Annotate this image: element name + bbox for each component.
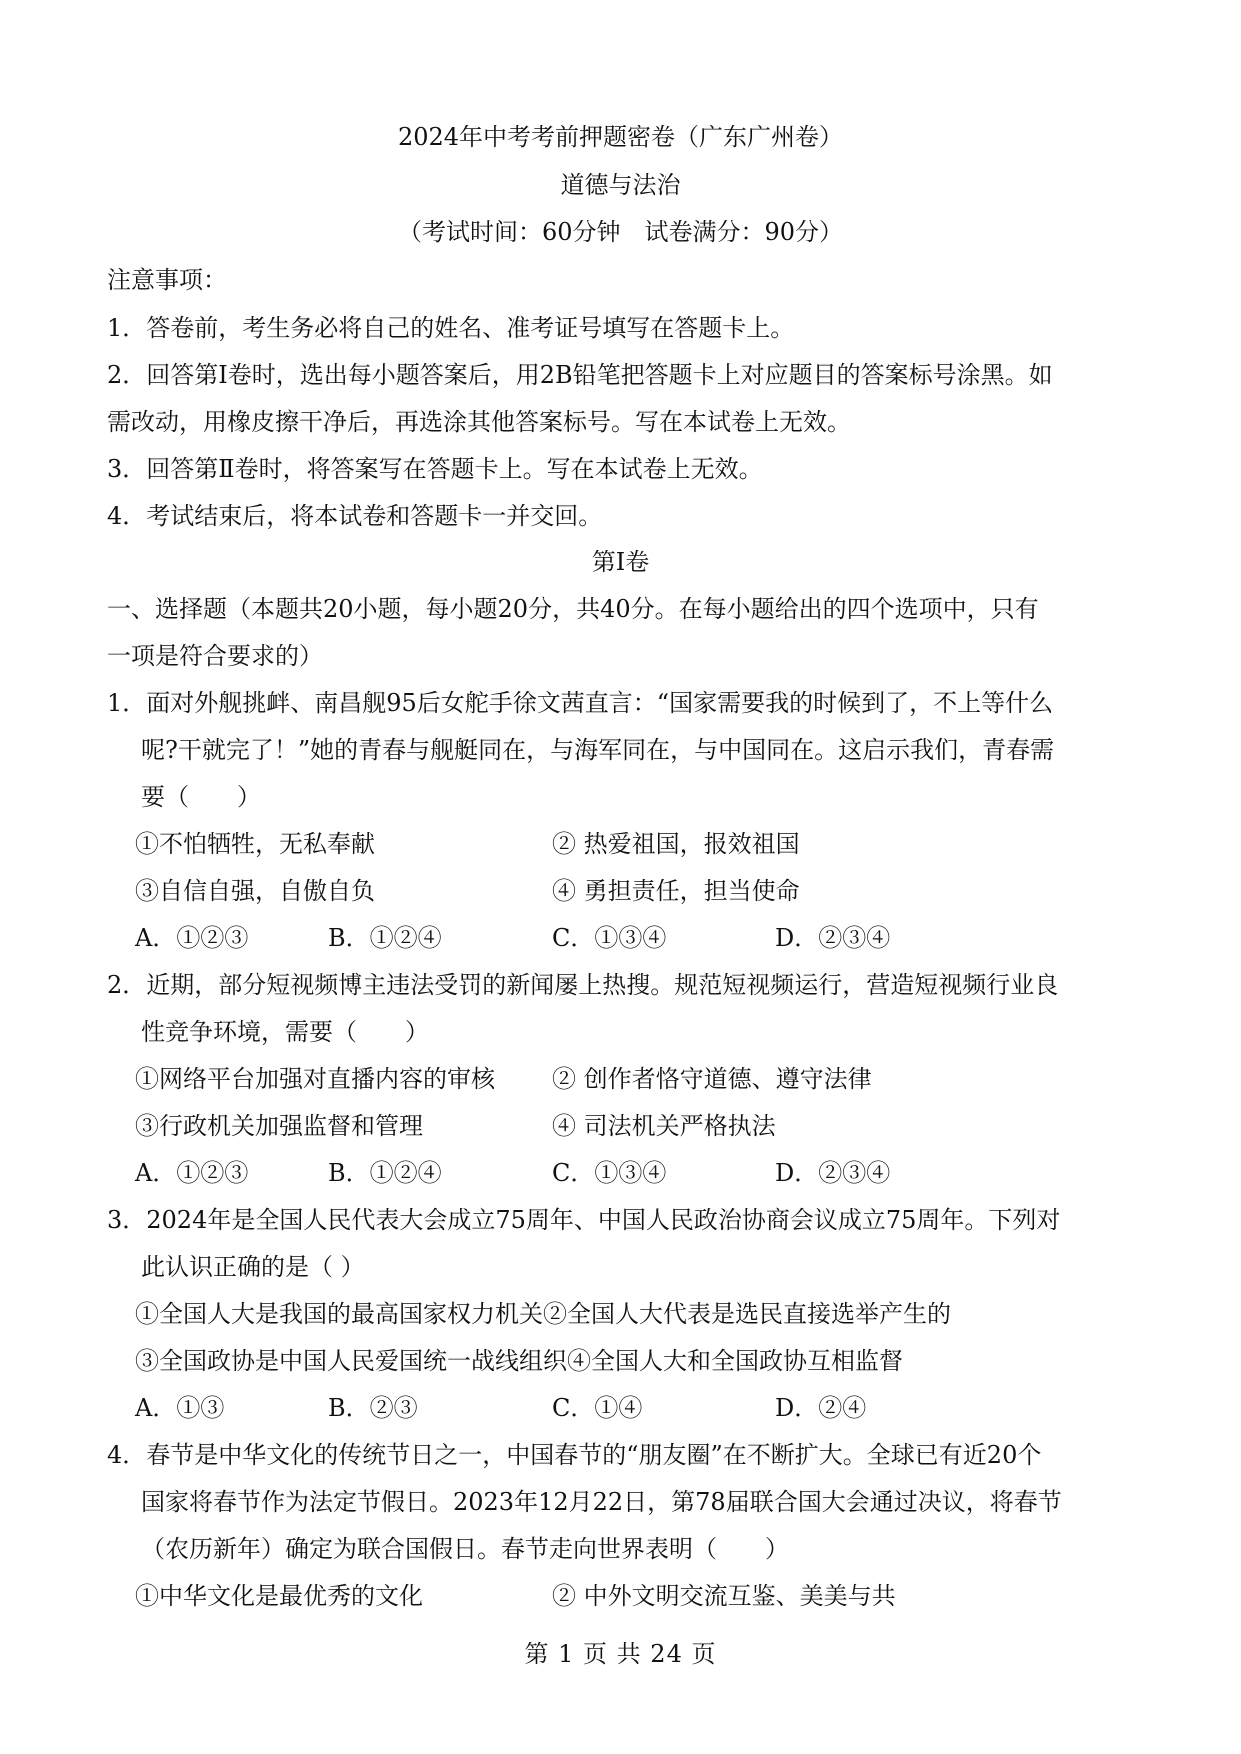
q1-choice-c: C．①③④ [552,924,667,952]
q3-choice-c: C．①④ [552,1394,643,1422]
q3-option-line-2: ③全国政协是中国人民爱国统一战线组织④全国人大和全国政协互相监督 [135,1347,903,1375]
q4-option-2: ② 中外文明交流互鉴、美美与共 [552,1582,896,1610]
q1-option-4: ④ 勇担责任，担当使命 [552,877,800,905]
q1-choice-b: B．①②④ [328,924,442,952]
q2-option-3: ③行政机关加强监督和管理 [135,1112,423,1140]
q2-choice-b: B．①②④ [328,1159,442,1187]
q3-choice-a: A．①③ [135,1394,225,1422]
q2-choice-d: D．②③④ [775,1159,891,1187]
notice-heading: 注意事项： [107,266,227,294]
q1-stem-line-3: 要（ ） [141,783,261,811]
volume-title: 第Ⅰ卷 [591,550,650,574]
q3-option-line-1: ①全国人大是我国的最高国家权力机关②全国人大代表是选民直接选举产生的 [135,1300,951,1328]
exam-info: （考试时间：60分钟 试卷满分：90分） [397,220,844,244]
q2-option-2: ② 创作者恪守道德、遵守法律 [552,1065,872,1093]
q1-option-2: ② 热爱祖国，报效祖国 [552,830,800,858]
q4-stem-line-3: （农历新年）确定为联合国假日。春节走向世界表明（ ） [141,1535,789,1563]
q3-choice-d: D．②④ [775,1394,867,1422]
q1-option-1: ①不怕牺牲，无私奉献 [135,830,375,858]
q3-choice-b: B．②③ [328,1394,418,1422]
q1-stem-line-1: 1．面对外舰挑衅、南昌舰95后女舵手徐文茜直言：“国家需要我的时候到了，不上等什么 [107,689,1054,717]
q2-stem-line-2: 性竞争环境，需要（ ） [141,1018,429,1046]
notice-item-2-line-2: 需改动，用橡皮擦干净后，再选涂其他答案标号。写在本试卷上无效。 [107,408,851,436]
exam-title: 2024年中考考前押题密卷（广东广州卷） [397,125,844,149]
q2-option-4: ④ 司法机关严格执法 [552,1112,776,1140]
q1-choice-d: D．②③④ [775,924,891,952]
q1-choice-a: A．①②③ [135,924,249,952]
section-instruction-line-1: 一、选择题（本题共20小题，每小题20分，共40分。在每小题给出的四个选项中，只有 [107,595,1039,623]
q4-stem-line-2: 国家将春节作为法定节假日。2023年12月22日，第78届联合国大会通过决议，将春节 [141,1488,1062,1516]
q1-option-3: ③自信自强，自傲自负 [135,877,375,905]
q4-option-1: ①中华文化是最优秀的文化 [135,1582,423,1610]
q4-stem-line-1: 4．春节是中华文化的传统节日之一，中国春节的“朋友圈”在不断扩大。全球已有近20个 [107,1441,1042,1469]
q1-stem-line-2: 呢?干就完了！”她的青春与舰艇同在，与海军同在，与中国同在。这启示我们，青春需 [141,736,1055,764]
q3-stem-line-2: 此认识正确的是（ ） [141,1253,365,1281]
page-footer: 第 1 页 共 24 页 [524,1642,717,1666]
q2-option-1: ①网络平台加强对直播内容的审核 [135,1065,495,1093]
q2-choice-a: A．①②③ [135,1159,249,1187]
subject-title: 道德与法治 [560,173,681,197]
notice-item-1: 1．答卷前，考生务必将自己的姓名、准考证号填写在答题卡上。 [107,314,795,342]
q2-stem-line-1: 2．近期，部分短视频博主违法受罚的新闻屡上热搜。规范短视频运行，营造短视频行业良 [107,971,1059,999]
q2-choice-c: C．①③④ [552,1159,667,1187]
section-instruction-line-2: 一项是符合要求的） [107,642,323,670]
notice-item-4: 4．考试结束后，将本试卷和答题卡一并交回。 [107,502,603,530]
q3-stem-line-1: 3．2024年是全国人民代表大会成立75周年、中国人民政治协商会议成立75周年。下列对 [107,1206,1061,1234]
notice-item-3: 3．回答第Ⅱ卷时，将答案写在答题卡上。写在本试卷上无效。 [107,455,763,483]
notice-item-2-line-1: 2．回答第Ⅰ卷时，选出每小题答案后，用2B铅笔把答题卡上对应题目的答案标号涂黑。如 [107,361,1053,389]
